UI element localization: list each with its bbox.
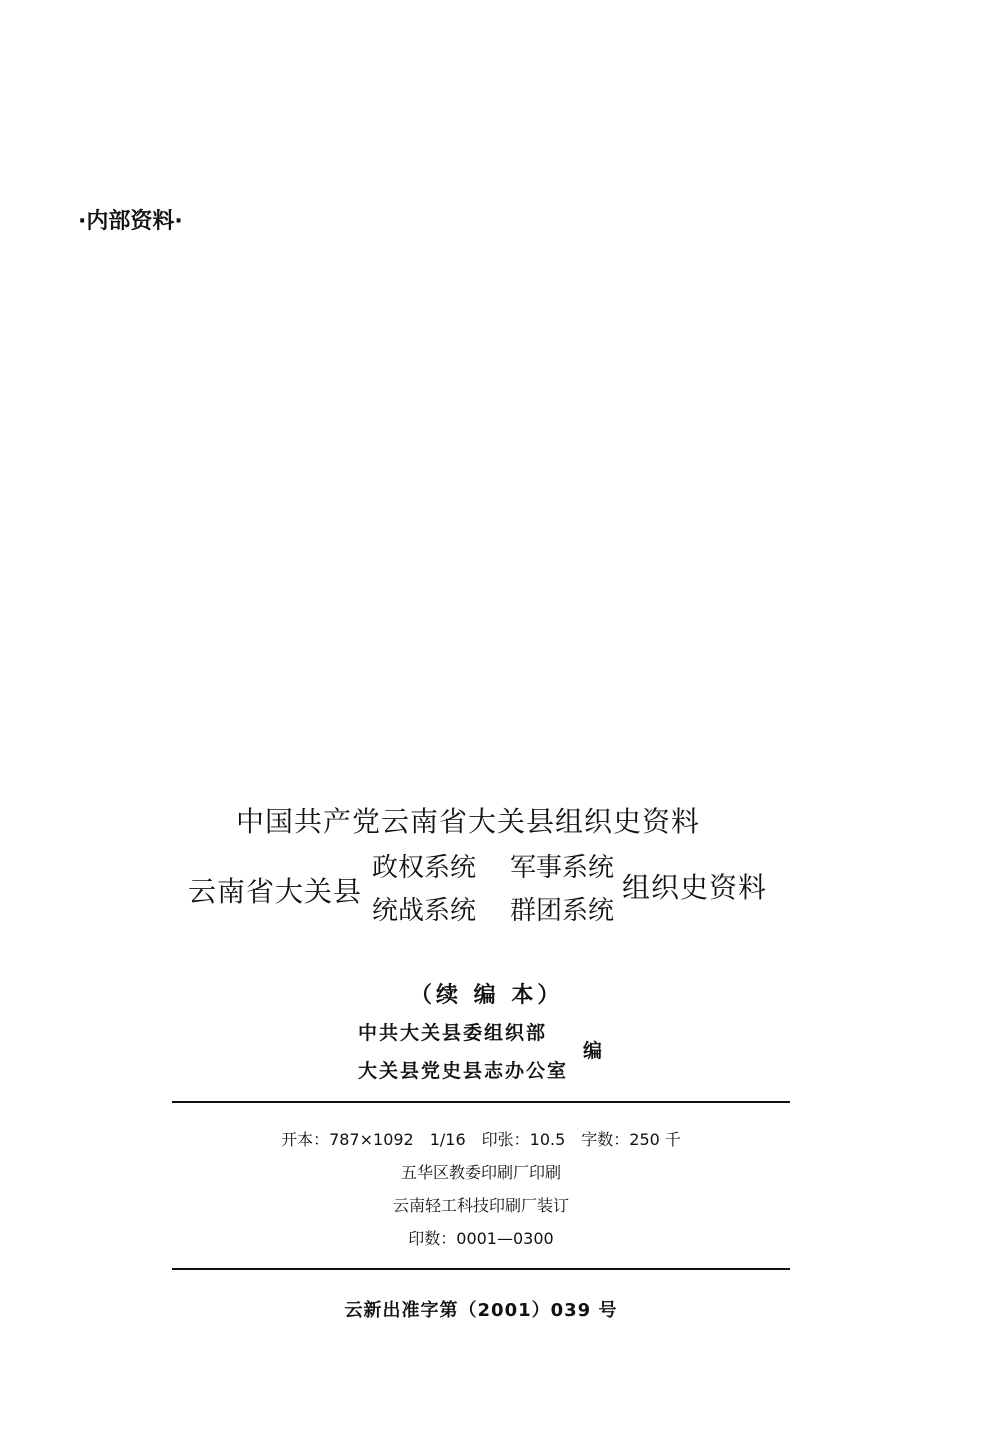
main-title: 中国共产党云南省大关县组织史资料 [236,805,701,838]
compiler-role: 编 [583,1040,603,1062]
system-government: 政权系统 [372,853,477,883]
edition-label: （续 编 本） [410,983,564,1008]
imprint-binder: 云南轻工科技印刷厂装订 [392,1196,569,1215]
subtitle-prefix: 云南省大关县 [188,875,363,908]
subtitle-suffix: 组织史资料 [622,871,768,904]
divider-top [172,1101,790,1103]
divider-bottom [172,1268,790,1270]
compiler-history-office: 大关县党史县志办公室 [358,1060,569,1082]
imprint-format-line: 开本：787×1092 1/16 印张：10.5 字数：250 千 [281,1130,681,1149]
system-military: 军事系统 [510,853,615,883]
internal-material-label: ·内部资料· [78,209,183,234]
imprint-print-run: 印数：0001—0300 [408,1229,554,1248]
imprint-printer: 五华区教委印刷厂印刷 [400,1163,561,1182]
subtitle-block [0,844,991,924]
system-united-front: 统战系统 [372,896,477,926]
publication-license-number: 云新出准字第（2001）039 号 [344,1300,618,1321]
system-mass-organizations: 群团系统 [510,896,615,926]
compiler-organization-department: 中共大关县委组织部 [358,1022,548,1044]
